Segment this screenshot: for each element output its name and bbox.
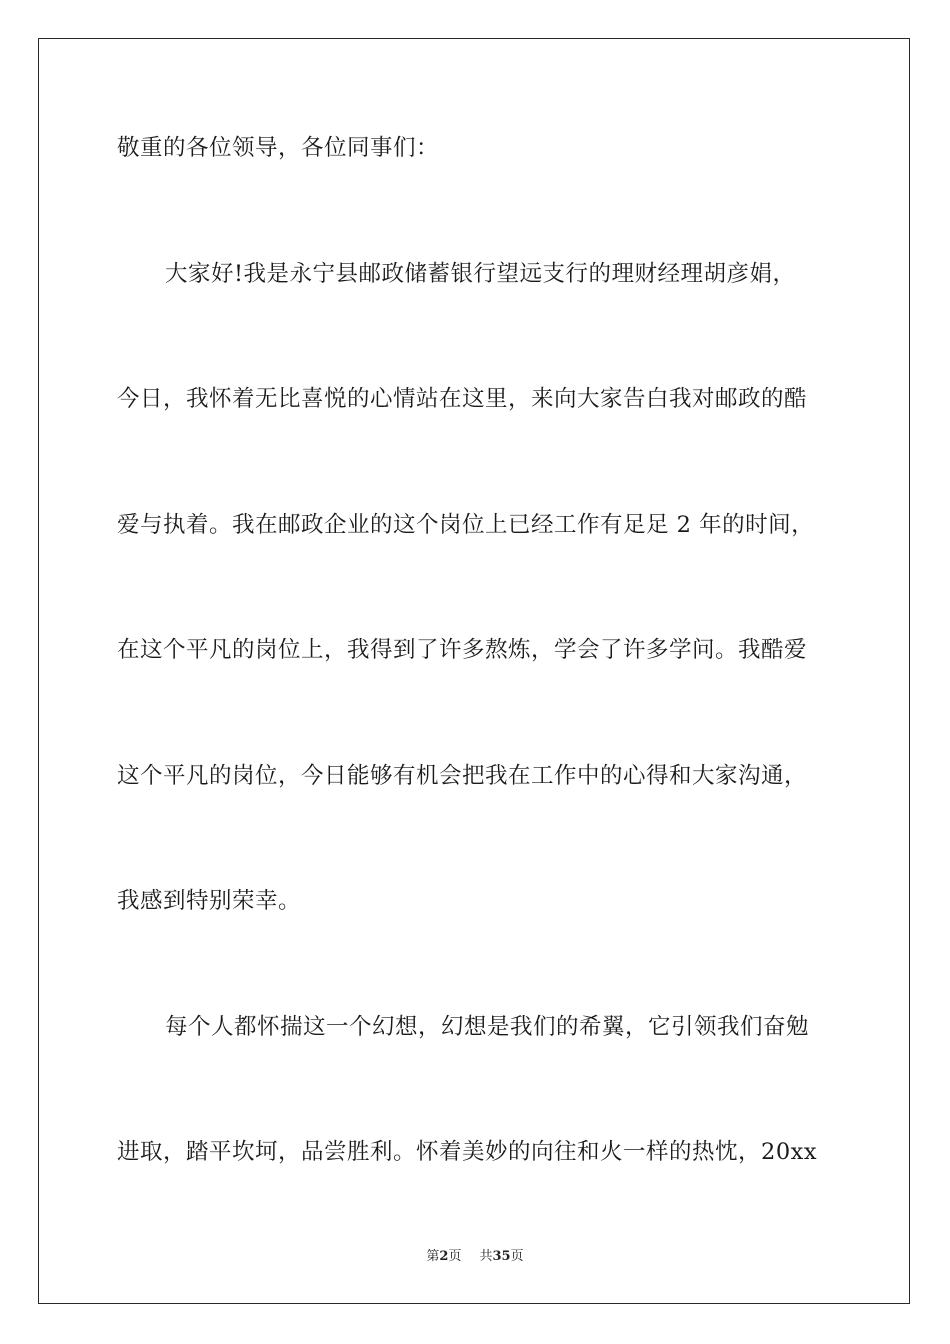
page-suffix: 页 bbox=[448, 1249, 462, 1264]
salutation-line: 敬重的各位领导，各位同事们： bbox=[117, 135, 440, 161]
page-number: 2 bbox=[439, 1249, 449, 1264]
paragraph-1-line-3: 爱与执着。我在邮政企业的这个岗位上已经工作有足足 2 年的时间， bbox=[117, 512, 815, 538]
paragraph-1-line-6: 我感到特别荣幸。 bbox=[117, 888, 302, 914]
total-suffix: 页 bbox=[510, 1249, 524, 1264]
paragraph-2-line-1: 每个人都怀揣这一个幻想，幻想是我们的希翼，它引领我们奋勉 bbox=[165, 1014, 810, 1040]
page-prefix: 第 bbox=[426, 1249, 440, 1264]
paragraph-2-line-2: 进取，踏平坎坷，品尝胜利。怀着美妙的向往和火一样的热忱，20xx bbox=[117, 1139, 818, 1165]
paragraph-1-line-2: 今日，我怀着无比喜悦的心情站在这里，来向大家告白我对邮政的酷 bbox=[117, 386, 808, 412]
page-footer bbox=[0, 1248, 950, 1266]
paragraph-1-line-5: 这个平凡的岗位，今日能够有机会把我在工作中的心得和大家沟通， bbox=[117, 763, 808, 789]
total-pages: 35 bbox=[492, 1249, 511, 1264]
total-prefix: 共 bbox=[479, 1249, 493, 1264]
page-border bbox=[38, 38, 910, 1304]
paragraph-1-line-1: 大家好!我是永宁县邮政储蓄银行望远支行的理财经理胡彦娟， bbox=[165, 261, 796, 287]
paragraph-1-line-4: 在这个平凡的岗位上，我得到了许多熬炼，学会了许多学问。我酷爱 bbox=[117, 637, 808, 663]
